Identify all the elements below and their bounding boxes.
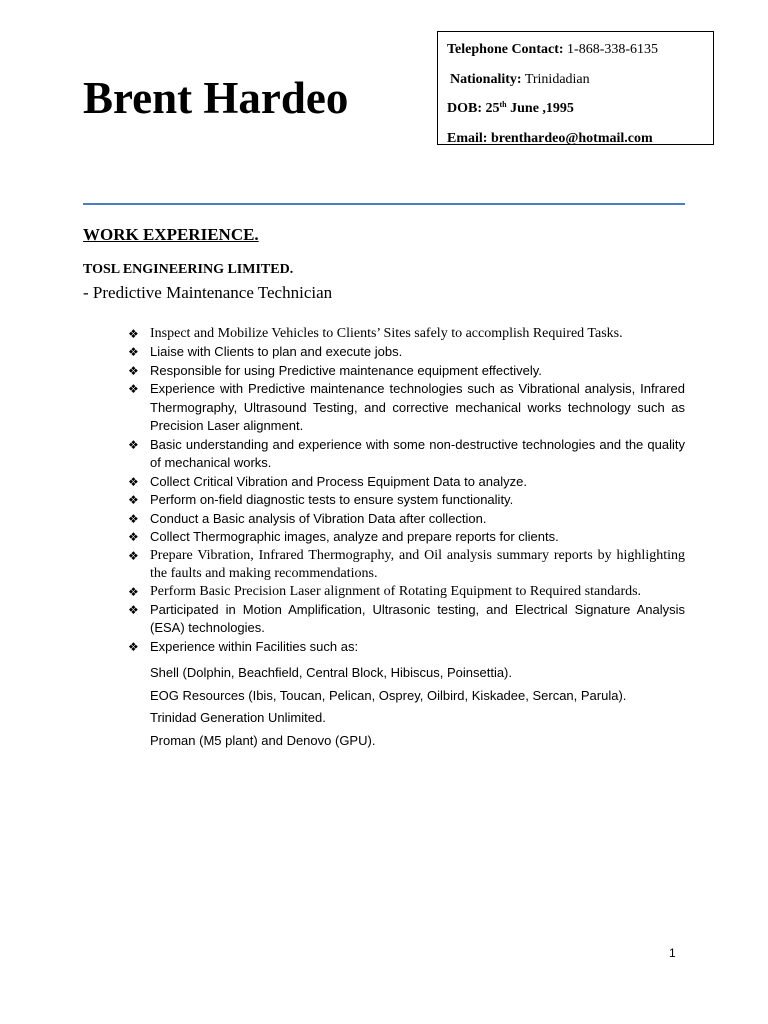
company-name: TOSL ENGINEERING LIMITED. xyxy=(83,262,294,277)
dob-day: 25 xyxy=(485,101,500,116)
diamond-bullet-icon: ❖ xyxy=(128,327,139,341)
duty-item: ❖ Liaise with Clients to plan and execute jobs. xyxy=(128,343,685,362)
page-number: 1 xyxy=(669,946,676,960)
facility-item: EOG Resources (Ibis, Toucan, Pelican, Osprey, Oilbird, Kiskadee, Sercan, Parula). xyxy=(150,687,627,703)
diamond-bullet-icon: ❖ xyxy=(128,474,139,489)
dob-suffix: th xyxy=(499,100,507,109)
diamond-bullet-icon: ❖ xyxy=(128,363,139,378)
duty-item: ❖ Collect Thermographic images, analyze and prepare reports for clients. xyxy=(128,528,685,547)
duty-item: ❖ Basic understanding and experience with some non-destructive technologies and the quality of mechanical works. xyxy=(128,436,685,470)
dob-label: DOB: xyxy=(447,101,482,116)
nationality-value: Trinidadian xyxy=(524,71,590,87)
facilities-list xyxy=(150,662,626,752)
diamond-bullet-icon: ❖ xyxy=(128,639,139,654)
duty-item: ❖ Experience with Predictive maintenance technologies such as Vibrational analysis, Infrared Thermography, Ultrasound Testing, and corrective mechanical works technology such as Precision Laser alignment. xyxy=(128,381,685,433)
facility-item: Trinidad Generation Unlimited. xyxy=(150,710,326,725)
duty-item: ❖ Experience within Facilities such as: xyxy=(128,638,685,657)
duty-item: ❖ Responsible for using Predictive maintenance equipment effectively. xyxy=(128,362,685,381)
section-heading: WORK EXPERIENCE. xyxy=(83,225,259,244)
facility-item: Proman (M5 plant) and Denovo (GPU). xyxy=(150,732,376,748)
telephone-label: Telephone Contact: xyxy=(447,42,564,57)
nationality-label: Nationality: xyxy=(450,71,522,87)
diamond-bullet-icon: ❖ xyxy=(128,437,139,452)
diamond-bullet-icon: ❖ xyxy=(128,493,139,507)
duty-item: ❖ Collect Critical Vibration and Process Equipment Data to analyze. xyxy=(128,473,685,492)
duty-item: ❖ Inspect and Mobilize Vehicles to Clients’ Sites safely to accomplish Required Tasks. xyxy=(128,326,623,341)
telephone-value: 1-868-338-6135 xyxy=(567,42,659,57)
duty-item: ❖ Prepare Vibration, Infrared Thermography, and Oil analysis summary reports by highlighting the faults and making recommendations. xyxy=(128,547,685,581)
facility-item: Shell (Dolphin, Beachfield, Central Block, Hibiscus, Poinsettia). xyxy=(150,665,513,680)
diamond-bullet-icon: ❖ xyxy=(128,548,139,563)
diamond-bullet-icon: ❖ xyxy=(128,584,139,599)
dob-rest: June ,1995 xyxy=(506,101,574,116)
duty-item: ❖ Perform on-field diagnostic tests to ensure system functionality. xyxy=(128,491,685,510)
email-row xyxy=(447,124,713,154)
job-role: - Predictive Maintenance Technician xyxy=(83,283,333,302)
email-value: brenthardeo@hotmail.com xyxy=(490,130,653,146)
nationality-row xyxy=(447,65,713,95)
duty-item: ❖ Perform Basic Precision Laser alignment of Rotating Equipment to Required standards. xyxy=(128,583,642,599)
email-label: Email: xyxy=(447,130,488,146)
diamond-bullet-icon: ❖ xyxy=(128,602,139,617)
duty-item: ❖ Participated in Motion Amplification, Ultrasonic testing, and Electrical Signature Analysis (ESA) technologies. xyxy=(128,601,685,635)
diamond-bullet-icon: ❖ xyxy=(128,530,139,544)
contact-box xyxy=(437,31,714,145)
duties-list xyxy=(128,325,685,656)
diamond-bullet-icon: ❖ xyxy=(128,345,139,359)
diamond-bullet-icon: ❖ xyxy=(128,511,139,526)
section-divider xyxy=(83,203,685,205)
duty-item: ❖ Conduct a Basic analysis of Vibration Data after collection. xyxy=(128,510,685,529)
applicant-name: Brent Hardeo xyxy=(83,73,349,123)
diamond-bullet-icon: ❖ xyxy=(128,382,139,396)
telephone-row xyxy=(447,35,713,65)
dob-row xyxy=(447,94,713,124)
